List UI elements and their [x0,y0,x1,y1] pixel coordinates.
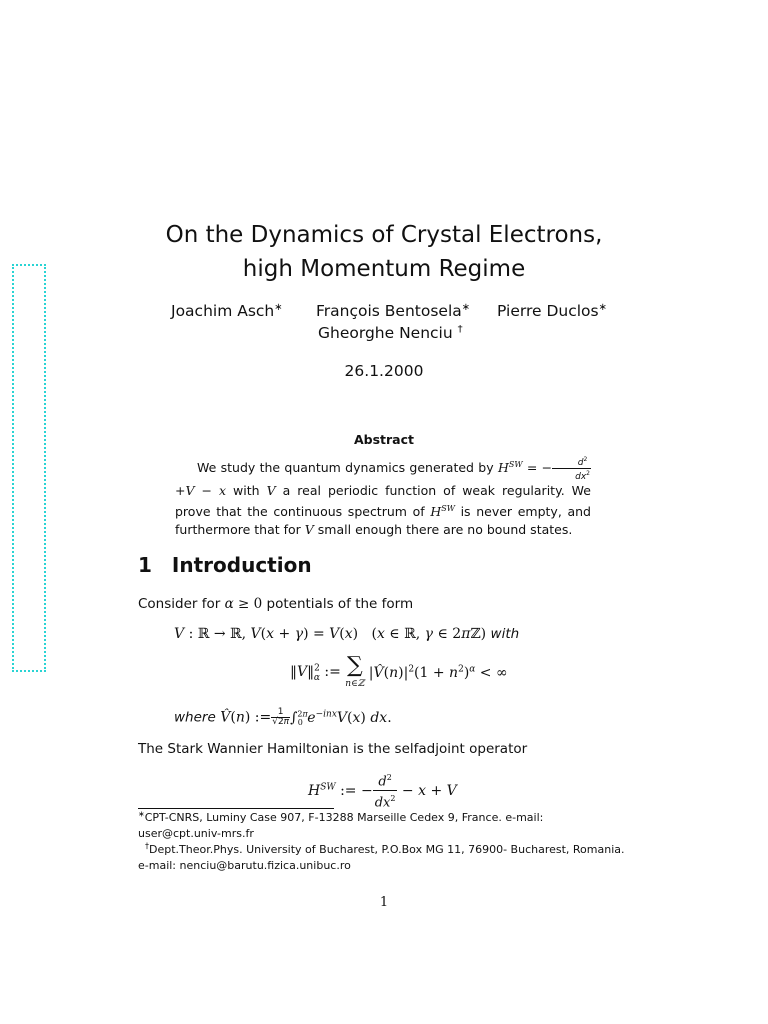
author-mark: ∗ [461,301,471,313]
abstract-heading: Abstract [353,432,415,447]
authors-row [0,301,768,342]
equation-norm [290,655,508,691]
math-hsw: $H^{SW}$ [430,504,455,520]
math-d2dx2: $\frac{d^2}{dx^2}$ [552,455,591,482]
math-integral: ∫$^{2\pi}_0$ $e^{-inx}V(x)$ dx. [290,708,392,728]
abstract-fragment: is never empty, and furthermore that for [175,504,591,538]
author-asch [171,302,283,320]
footnote-2 [138,842,628,874]
footnote-1 [138,810,628,842]
section-number: 1 [138,553,152,577]
section-title: Introduction [171,553,312,577]
equation-hamiltonian [308,770,457,812]
math-hsw-def: $H^{SW}$ := − [308,782,373,800]
author-name: François Bentosela [316,302,462,320]
author-mark: ∗ [598,301,607,313]
math-plus: +V − x [175,483,227,498]
math-v: V [266,483,276,498]
math-norm-body: $|V̂(n)|^2(1 + n^2)^\alpha$ < ∞ [368,664,508,682]
abstract-fragment: a real periodic function of weak regularity. We prove that the continuous spectrum of [175,483,591,520]
paper-date: 26.1.2000 [344,362,424,380]
author-mark: † [457,323,463,335]
equation-periodic [174,626,519,642]
math-fourier: V̂(n) := [220,709,272,726]
body-fragment: where [174,709,216,726]
math-1-sqrt2pi: $\frac{1}{√2\pi}$ [272,707,290,727]
abstract-fragment: We study the quantum dynamics generated by [197,460,494,475]
author-duclos [497,302,607,320]
abstract-fragment: with [233,483,260,498]
title-line-2: high Momentum Regime [242,256,526,282]
footnote-mark: † [145,841,149,851]
author-name: Gheorghe Nenciu [318,324,453,342]
author-mark: ∗ [274,301,283,313]
math-eq: = − [526,460,553,475]
page-number: 1 [379,895,389,910]
abstract-text [175,455,591,539]
paper-title [100,218,668,286]
author-nenciu [318,324,463,342]
body-consider [138,596,413,612]
footnote-text: Dept.Theor.Phys. University of Bucharest, P.O.Box MG 11, 76900- Bucharest, Romania. e-mail: nenciu@barutu.fizica.unibuc.ro [138,843,625,872]
math-periodic: V : ℝ → ℝ, V(x + γ) = V(x) (x ∈ ℝ, γ ∈ 2πℤ) [174,626,487,642]
footnote-rule [138,808,334,809]
math-norm: ‖V‖$^2_\alpha$ := [290,663,341,683]
author-bentosela [316,302,470,320]
body-fragment: with [490,626,520,642]
math-alpha: α ≥ 0 [224,596,263,612]
math-v: V [304,522,314,538]
math-hsw-tail: − x + V [397,782,457,799]
footnote-mark: ∗ [138,809,145,819]
title-line-1: On the Dynamics of Crystal Electrons, [165,222,603,248]
author-name: Joachim Asch [171,302,275,320]
math-d2dx2-big: $\frac{d^2}{dx^2}$ [373,770,398,812]
math-hsw: $H^{SW}$ [497,459,523,475]
body-fragment: potentials of the form [266,596,414,612]
abstract-fragment: small enough there are no bound states. [317,522,573,538]
section-heading [138,553,312,577]
body-fragment: Consider for [138,596,221,612]
body-stark: The Stark Wannier Hamiltonian is the selfadjoint operator [138,741,528,757]
equation-fourier [174,708,392,727]
footnote-text: CPT-CNRS, Luminy Case 907, F-13288 Marseille Cedex 9, France. e-mail: user@cpt.univ-mrs.fr [138,811,544,840]
math-sum: ∑ n∈ℤ [345,653,365,689]
author-name: Pierre Duclos [497,302,599,320]
